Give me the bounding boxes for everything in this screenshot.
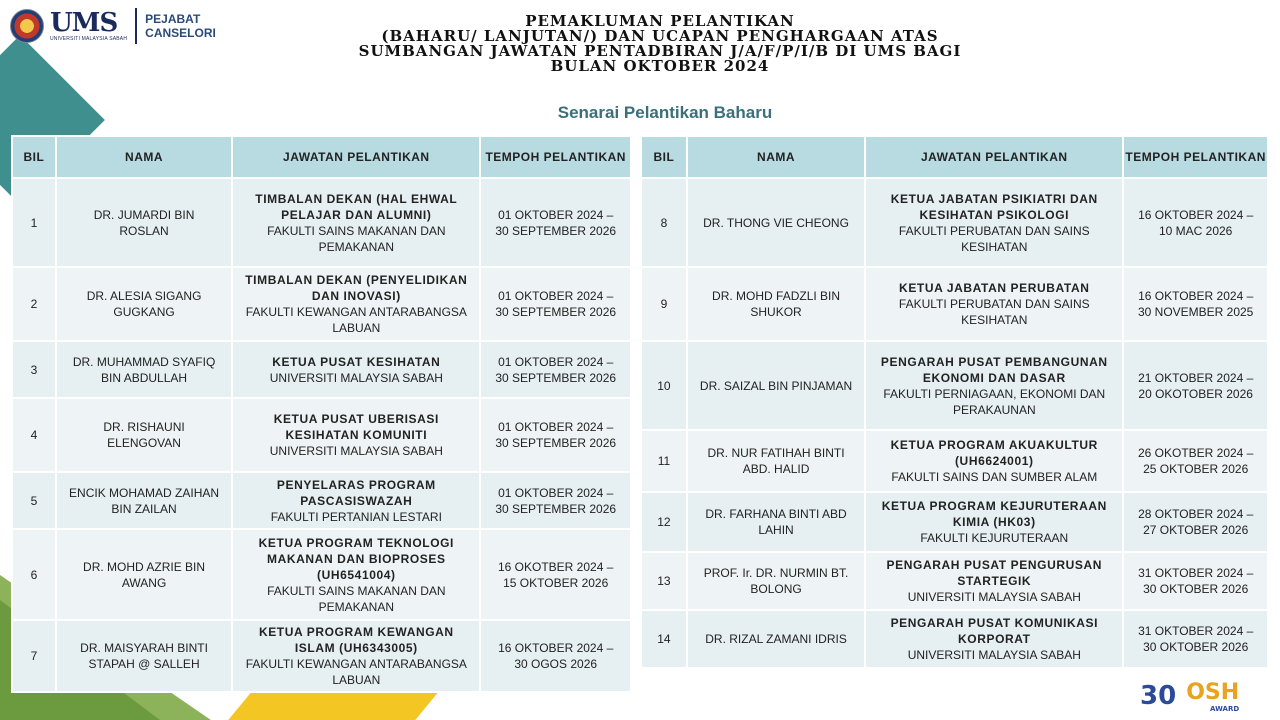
- cell-nama: DR. JUMARDI BIN ROSLAN: [56, 178, 232, 267]
- cell-jawatan: [232, 178, 480, 267]
- faculty-name: FAKULTI KEWANGAN ANTARABANGSA LABUAN: [245, 657, 467, 687]
- ums-crest-icon: [10, 9, 44, 43]
- cell-nama: DR. RIZAL ZAMANI IDRIS: [687, 610, 865, 668]
- cell-jawatan: [232, 341, 480, 398]
- column-header-jawatan: JAWATAN PELANTIKAN: [232, 136, 480, 178]
- page-title: [280, 14, 1040, 74]
- decorative-yellow-shape: [220, 690, 440, 720]
- cell-bil: 14: [641, 610, 687, 668]
- position-title: PENGARAH PUSAT PEMBANGUNAN EKONOMI DAN DASAR: [880, 354, 1108, 385]
- award-name: OSH: [1186, 679, 1240, 705]
- table-row: [12, 398, 631, 472]
- cell-tempoh: 16 OKTOBER 2024 – 10 MAC 2026: [1123, 178, 1268, 267]
- cell-jawatan: [232, 398, 480, 472]
- office-line-2: CANSELORI: [145, 26, 216, 40]
- cell-bil: 11: [641, 430, 687, 492]
- cell-nama: DR. MOHD AZRIE BIN AWANG: [56, 529, 232, 620]
- table-row: [641, 178, 1268, 267]
- osh-award-logo: [1140, 676, 1270, 716]
- cell-tempoh: 31 OKTOBER 2024 – 30 OKTOBER 2026: [1123, 552, 1268, 610]
- position-title: KETUA PROGRAM KEJURUTERAAN KIMIA (HK03): [881, 499, 1107, 529]
- position-title: KETUA PROGRAM AKUAKULTUR (UH6624001): [890, 438, 1098, 468]
- table-row: [12, 472, 631, 529]
- faculty-name: FAKULTI PERUBATAN DAN SAINS KESIHATAN: [898, 223, 1090, 254]
- cell-jawatan: [865, 610, 1123, 668]
- cell-bil: 10: [641, 341, 687, 430]
- faculty-name: UNIVERSITI MALAYSIA SABAH: [907, 648, 1081, 662]
- cell-jawatan: [865, 267, 1123, 341]
- appointments-table-left: [11, 135, 632, 693]
- faculty-name: FAKULTI SAINS MAKANAN DAN PEMAKANAN: [267, 583, 446, 614]
- cell-tempoh: 16 OKOTBER 2024 – 15 OKTOBER 2026: [480, 529, 631, 620]
- osh-award-icon: [1186, 680, 1239, 713]
- cell-jawatan: [232, 267, 480, 341]
- cell-jawatan: [232, 529, 480, 620]
- faculty-name: FAKULTI KEJURUTERAAN: [920, 531, 1069, 545]
- title-line-1: PEMAKLUMAN PELANTIKAN: [525, 12, 795, 30]
- cell-tempoh: 31 OKTOBER 2024 – 30 OKTOBER 2026: [1123, 610, 1268, 668]
- cell-tempoh: 16 OKTOBER 2024 – 30 OGOS 2026: [480, 620, 631, 692]
- cell-bil: 4: [12, 398, 56, 472]
- cell-jawatan: [865, 341, 1123, 430]
- faculty-name: FAKULTI PERTANIAN LESTARI: [270, 509, 442, 524]
- cell-tempoh: 26 OKOTBER 2024 – 25 OKTOBER 2026: [1123, 430, 1268, 492]
- table-row: [12, 620, 631, 692]
- cell-jawatan: [865, 552, 1123, 610]
- cell-bil: 9: [641, 267, 687, 341]
- cell-tempoh: 01 OKTOBER 2024 – 30 SEPTEMBER 2026: [480, 398, 631, 472]
- faculty-name: UNIVERSITI MALAYSIA SABAH: [269, 444, 443, 458]
- position-title: KETUA PROGRAM KEWANGAN ISLAM (UH6343005): [258, 625, 454, 655]
- ums-logo: [10, 8, 216, 44]
- cell-tempoh: 21 OKTOBER 2024 – 20 OKOTOBER 2026: [1123, 341, 1268, 430]
- position-title: KETUA PUSAT KESIHATAN: [272, 354, 441, 369]
- cell-tempoh: 28 OKTOBER 2024 – 27 OKTOBER 2026: [1123, 492, 1268, 552]
- cell-bil: 3: [12, 341, 56, 398]
- cell-nama: DR. ALESIA SIGANG GUGKANG: [56, 267, 232, 341]
- cell-jawatan: [865, 178, 1123, 267]
- cell-tempoh: 01 OKTOBER 2024 – 30 SEPTEMBER 2026: [480, 472, 631, 529]
- table-row: [641, 267, 1268, 341]
- column-header-nama: NAMA: [56, 136, 232, 178]
- table-row: [12, 529, 631, 620]
- logo-subtext: UNIVERSITI MALAYSIA SABAH: [50, 36, 128, 42]
- cell-bil: 7: [12, 620, 56, 692]
- column-header-jawatan: JAWATAN PELANTIKAN: [865, 136, 1123, 178]
- title-line-3: SUMBANGAN JAWATAN PENTADBIRAN J/A/F/P/I/B DI UMS BAGI: [358, 42, 962, 60]
- cell-tempoh: 01 OKTOBER 2024 – 30 SEPTEMBER 2026: [480, 267, 631, 341]
- table-header-row: [641, 136, 1268, 178]
- faculty-name: FAKULTI PERUBATAN DAN SAINS KESIHATAN: [898, 297, 1090, 327]
- position-title: PENYELARAS PROGRAM PASCASISWAZAH: [276, 477, 436, 508]
- column-header-tempoh: TEMPOH PELANTIKAN: [1123, 136, 1268, 178]
- logo-text: UMS: [50, 8, 118, 38]
- cell-bil: 2: [12, 267, 56, 341]
- position-title: KETUA PROGRAM TEKNOLOGI MAKANAN DAN BIOPROSES (UH6541004): [258, 535, 454, 582]
- position-title: TIMBALAN DEKAN (PENYELIDIKAN DAN INOVASI): [245, 273, 468, 303]
- cell-tempoh: 01 OKTOBER 2024 – 30 SEPTEMBER 2026: [480, 178, 631, 267]
- table-row: [641, 341, 1268, 430]
- cell-bil: 5: [12, 472, 56, 529]
- table-header-row: [12, 136, 631, 178]
- faculty-name: UNIVERSITI MALAYSIA SABAH: [269, 370, 443, 385]
- faculty-name: FAKULTI KEWANGAN ANTARABANGSA LABUAN: [245, 305, 467, 335]
- cell-bil: 1: [12, 178, 56, 267]
- cell-bil: 8: [641, 178, 687, 267]
- appointments-table-right: [640, 135, 1269, 669]
- table-row: [12, 178, 631, 267]
- office-name: [145, 12, 216, 40]
- cell-nama: DR. SAIZAL BIN PINJAMAN: [687, 341, 865, 430]
- faculty-name: FAKULTI SAINS MAKANAN DAN PEMAKANAN: [267, 223, 446, 254]
- award-30-years-icon: 30: [1140, 681, 1177, 711]
- cell-nama: DR. MAISYARAH BINTI STAPAH @ SALLEH: [56, 620, 232, 692]
- cell-tempoh: 16 OKTOBER 2024 – 30 NOVEMBER 2025: [1123, 267, 1268, 341]
- cell-nama: PROF. Ir. DR. NURMIN BT. BOLONG: [687, 552, 865, 610]
- cell-jawatan: [865, 430, 1123, 492]
- logo-divider: [135, 8, 137, 44]
- cell-bil: 6: [12, 529, 56, 620]
- column-header-bil: BIL: [12, 136, 56, 178]
- column-header-tempoh: TEMPOH PELANTIKAN: [480, 136, 631, 178]
- cell-nama: DR. MUHAMMAD SYAFIQ BIN ABDULLAH: [56, 341, 232, 398]
- cell-nama: DR. FARHANA BINTI ABD LAHIN: [687, 492, 865, 552]
- faculty-name: FAKULTI PERNIAGAAN, EKONOMI DAN PERAKAUNAN: [883, 386, 1106, 417]
- position-title: KETUA JABATAN PSIKIATRI DAN KESIHATAN PSIKOLOGI: [890, 191, 1098, 222]
- position-title: KETUA JABATAN PERUBATAN: [899, 281, 1090, 295]
- table-row: [641, 492, 1268, 552]
- table-row: [641, 430, 1268, 492]
- table-row: [12, 341, 631, 398]
- table-row: [641, 552, 1268, 610]
- office-line-1: PEJABAT: [145, 12, 201, 26]
- position-title: PENGARAH PUSAT KOMUNIKASI KORPORAT: [890, 616, 1099, 646]
- cell-nama: ENCIK MOHAMAD ZAIHAN BIN ZAILAN: [56, 472, 232, 529]
- faculty-name: UNIVERSITI MALAYSIA SABAH: [907, 590, 1081, 604]
- award-tag: AWARD: [1210, 704, 1240, 713]
- table-row: [12, 267, 631, 341]
- faculty-name: FAKULTI SAINS DAN SUMBER ALAM: [891, 470, 1098, 484]
- column-header-bil: BIL: [641, 136, 687, 178]
- cell-tempoh: 01 OKTOBER 2024 – 30 SEPTEMBER 2026: [480, 341, 631, 398]
- cell-nama: DR. THONG VIE CHEONG: [687, 178, 865, 267]
- column-header-nama: NAMA: [687, 136, 865, 178]
- cell-jawatan: [232, 472, 480, 529]
- cell-jawatan: [865, 492, 1123, 552]
- cell-bil: 13: [641, 552, 687, 610]
- section-subtitle: Senarai Pelantikan Baharu: [557, 103, 773, 122]
- cell-nama: DR. RISHAUNI ELENGOVAN: [56, 398, 232, 472]
- position-title: PENGARAH PUSAT PENGURUSAN STARTEGIK: [886, 558, 1103, 588]
- cell-nama: DR. NUR FATIHAH BINTI ABD. HALID: [687, 430, 865, 492]
- cell-jawatan: [232, 620, 480, 692]
- cell-bil: 12: [641, 492, 687, 552]
- table-row: [641, 610, 1268, 668]
- cell-nama: DR. MOHD FADZLI BIN SHUKOR: [687, 267, 865, 341]
- title-line-2: (BAHARU/ LANJUTAN/) DAN UCAPAN PENGHARGAAN ATAS: [381, 27, 939, 45]
- position-title: KETUA PUSAT UBERISASI KESIHATAN KOMUNITI: [273, 412, 439, 442]
- title-line-4: BULAN OKTOBER 2024: [550, 57, 770, 75]
- position-title: TIMBALAN DEKAN (HAL EHWAL PELAJAR DAN ALUMNI): [255, 191, 458, 222]
